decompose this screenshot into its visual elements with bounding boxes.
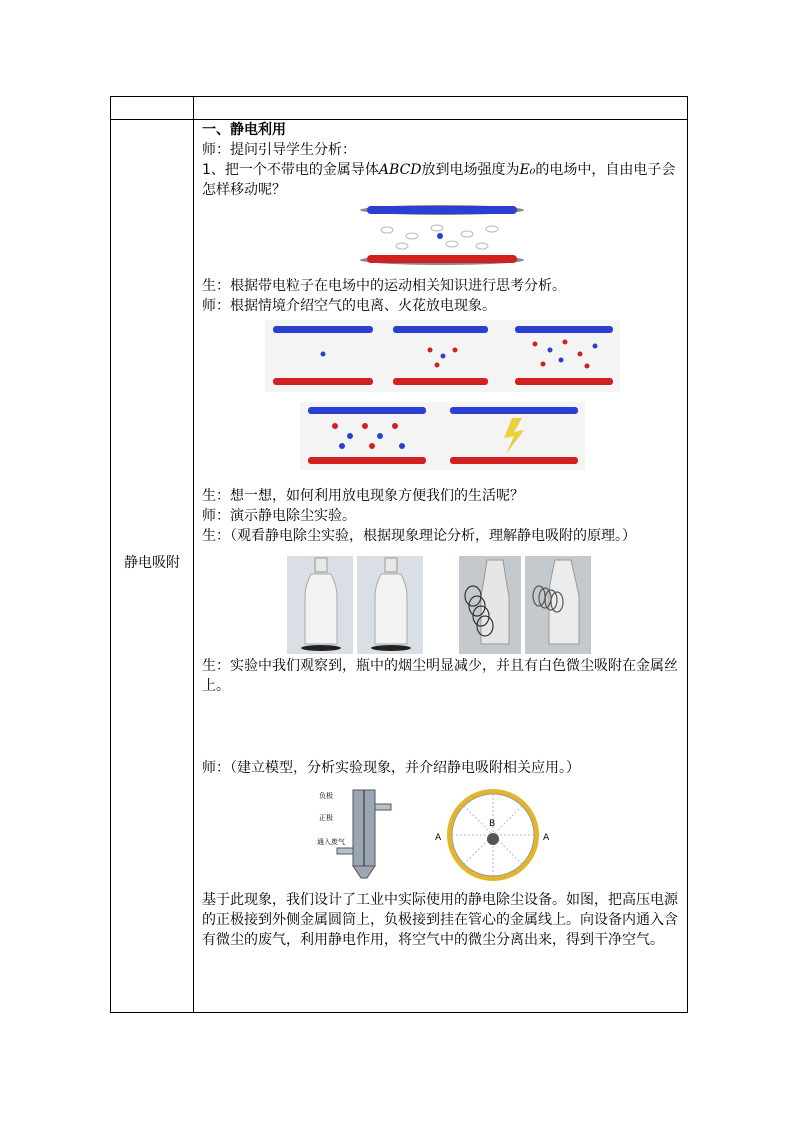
- line-student-think: 生：想一想，如何利用放电现象方便我们的生活呢？: [202, 488, 524, 504]
- precipitator-cylinder: [317, 790, 391, 878]
- line-teacher-ionization: 师：根据情境介绍空气的电离、火花放电现象。: [202, 298, 496, 314]
- label-side-a-left: A: [435, 833, 442, 843]
- q1-part-c: 放到电场强度为: [421, 162, 520, 178]
- figure-bottle-experiment: [287, 556, 597, 654]
- q1-part-a: 1、把一个不带电的金属导体: [202, 162, 379, 178]
- content-cell: [202, 120, 682, 950]
- line-student-analysis: 生：根据带电粒子在电场中的运动相关知识进行思考分析。: [202, 278, 566, 294]
- line-teacher-demo: 师：演示静电除尘实验。: [202, 508, 356, 524]
- figure-spark-discharge: [300, 402, 585, 470]
- bottle-photo-3: [459, 556, 521, 654]
- q1-field-symbol: E₀: [519, 162, 536, 178]
- label-negative-pole: 负极: [319, 792, 333, 800]
- figure-field-plates: [357, 202, 527, 268]
- line-student-result: 生：实验中我们观察到，瓶中的烟尘明显减少，并且有白色微尘吸附在金属丝上。: [202, 658, 678, 694]
- bottle-photo-2: [357, 556, 423, 654]
- figure-ionization-stages: [265, 320, 620, 392]
- section-title: 一、静电利用: [202, 122, 286, 138]
- label-side-a-right: A: [543, 833, 550, 843]
- cross-section: [435, 789, 550, 881]
- figure-precipitator: [317, 786, 567, 884]
- line-teacher-model: 师：（建立模型，分析实验现象，并介绍静电吸附相关应用。）: [202, 760, 580, 776]
- line-industrial-description: 基于此现象，我们设计了工业中实际使用的静电除尘设备。如图，把高压电源的正极接到外侧金属圆筒上，负极接到挂在管心的金属线上。向设备内通入含有微尘的废气，利用静电作用，将空气中的微尘分离出来，得到干净空气。: [202, 892, 678, 948]
- positive-charges-top: [367, 206, 517, 214]
- line-teacher-question: 师：提问引导学生分析：: [202, 142, 356, 158]
- bottle-photo-1: [287, 556, 353, 654]
- q1-part-e: 的电场中，自由电子会怎样移动呢？: [202, 162, 676, 198]
- label-inlet: 通入废气: [317, 838, 345, 846]
- row-header-label: 静电吸附: [124, 555, 180, 571]
- bottle-photo-4: [525, 556, 591, 654]
- label-positive-pole: 正极: [319, 814, 333, 822]
- blank-space: [202, 696, 682, 748]
- negative-charges-bottom: [367, 255, 517, 263]
- column-divider: [193, 97, 194, 1012]
- lesson-table: [110, 96, 688, 1013]
- line-question-1: [202, 160, 682, 200]
- q1-conductor-name: ABCD: [378, 162, 422, 178]
- label-center-b: B: [489, 819, 496, 829]
- line-student-observe: 生：（观看静电除尘实验，根据现象理论分析，理解静电吸附的原理。）: [202, 528, 636, 544]
